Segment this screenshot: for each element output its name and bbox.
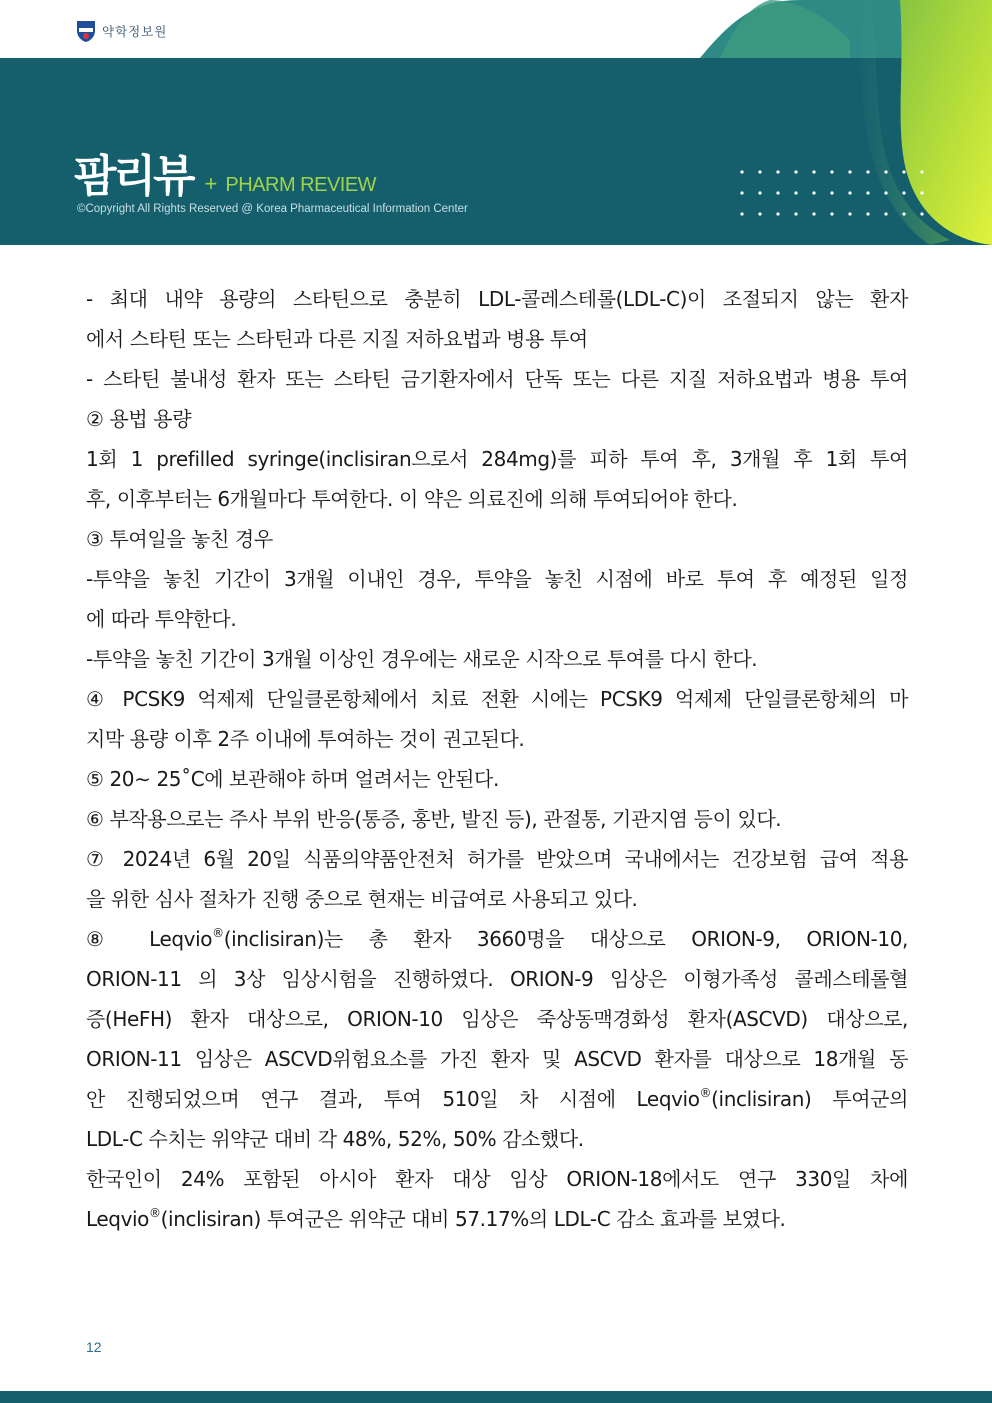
body-line: 을 위한 심사 절차가 진행 중으로 현재는 비급여로 사용되고 있다. xyxy=(86,887,638,911)
body-line: 한국인이 24% 포함된 아시아 환자 대상 임상 ORION-18에서도 연구 330일 차에 xyxy=(86,1167,908,1191)
body-line xyxy=(86,1199,908,1239)
copyright-notice: ©Copyright All Rights Reserved @ Korea Pharmaceutical Information Center xyxy=(77,203,468,215)
title-plus: + xyxy=(204,171,218,196)
text-segment: 안 진행되었으며 연구 결과, 투여 510일 차 시점에 Leqvio xyxy=(86,1087,700,1111)
body-line: ORION-11 임상은 ASCVD위험요소를 가진 환자 및 ASCVD 환자를 대상으로 18개월 동 xyxy=(86,1047,908,1071)
title-english: PHARM REVIEW xyxy=(225,174,377,196)
body-line: ORION-11 의 3상 임상시험을 진행하였다. ORION-9 임상은 이형가족성 콜레스테롤혈 xyxy=(86,967,908,991)
body-line xyxy=(86,1079,908,1119)
page-number: 12 xyxy=(86,1339,102,1355)
text-segment: (inclisiran) 투여군은 위약군 대비 57.17%의 LDL-C 감소 효과를 보였다. xyxy=(160,1207,786,1231)
article-body xyxy=(86,279,908,1239)
body-line: ⑦ 2024년 6월 20일 식품의약품안전처 허가를 받았으며 국내에서는 건강보험 급여 적용 xyxy=(86,847,908,871)
registered-mark: ® xyxy=(149,1206,161,1220)
footer-bar xyxy=(0,1391,992,1403)
body-line: 후, 이후부터는 6개월마다 투여한다. 이 약은 의료진에 의해 투여되어야 한다. xyxy=(86,487,738,511)
section-heading: ② 용법 용량 xyxy=(86,407,192,431)
body-line: - 스타틴 불내성 환자 또는 스타틴 금기환자에서 단독 또는 다른 지질 저하요법과 병용 투여 xyxy=(86,367,908,391)
body-line: 1회 1 prefilled syringe(inclisiran으로서 284mg)를 피하 투여 후, 3개월 후 1회 투여 xyxy=(86,447,908,471)
body-line: LDL-C 수치는 위약군 대비 각 48%, 52%, 50% 감소했다. xyxy=(86,1127,584,1151)
shield-emblem-icon xyxy=(76,19,96,43)
body-line: ⑤ 20∼ 25˚C에 보관해야 하며 얼려서는 안된다. xyxy=(86,767,499,791)
text-segment: (inclisiran)는 총 환자 3660명을 대상으로 ORION-9, ORION-10, xyxy=(223,927,908,951)
registered-mark: ® xyxy=(699,1086,712,1100)
title-korean: 팜리뷰 xyxy=(74,151,193,202)
body-line xyxy=(86,919,908,959)
body-line: 에 따라 투약한다. xyxy=(86,607,237,631)
publication-title xyxy=(74,140,376,204)
body-line: 에서 스타틴 또는 스타틴과 다른 지질 저하요법과 병용 투여 xyxy=(86,327,588,351)
body-line: -투약을 놓친 기간이 3개월 이상인 경우에는 새로운 시작으로 투여를 다시 한다. xyxy=(86,647,758,671)
section-heading: ③ 투여일을 놓친 경우 xyxy=(86,527,273,551)
body-line: 증(HeFH) 환자 대상으로, ORION-10 임상은 죽상동맥경화성 환자(ASCVD) 대상으로, xyxy=(86,1007,908,1031)
text-segment: ⑧ Leqvio xyxy=(86,927,213,951)
body-line: -투약을 놓친 기간이 3개월 이내인 경우, 투약을 놓친 시점에 바로 투여 후 예정된 일정 xyxy=(86,567,908,591)
text-segment: Leqvio xyxy=(86,1207,150,1231)
registered-mark: ® xyxy=(212,926,224,940)
org-name: 약학정보원 xyxy=(102,24,168,39)
text-segment: (inclisiran) 투여군의 xyxy=(711,1087,908,1111)
body-line: 지막 용량 이후 2주 이내에 투여하는 것이 권고된다. xyxy=(86,727,525,751)
body-line: ⑥ 부작용으로는 주사 부위 반응(통증, 홍반, 발진 등), 관절통, 기관지염 등이 있다. xyxy=(86,807,782,831)
org-logo xyxy=(76,19,167,43)
body-line: ④ PCSK9 억제제 단일클론항체에서 치료 전환 시에는 PCSK9 억제제 단일클론항체의 마 xyxy=(86,687,908,711)
body-line: - 최대 내약 용량의 스타틴으로 충분히 LDL-콜레스테롤(LDL-C)이 조절되지 않는 환자 xyxy=(86,287,908,311)
